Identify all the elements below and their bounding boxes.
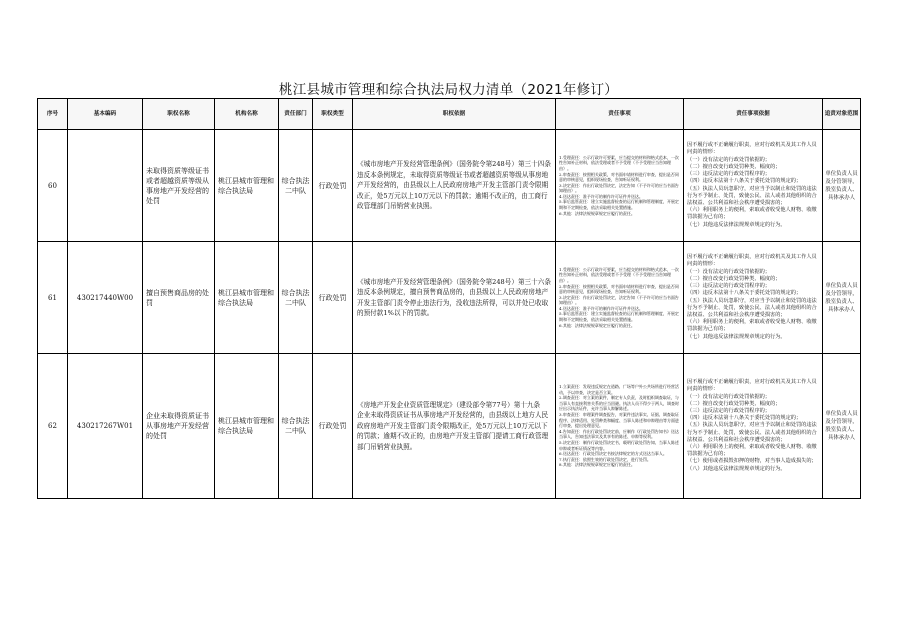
- cell-duty: 1.受理责任：公示行政许可要素，应当提交的材料和格式范本，一次性告知补正材料，依法受理或者不予受理（不予受理应当告知理由）。 2.审查责任：按照相关政策，对书面申请材料进行审查，提出是否同意的审核意见，组织现场检查，告知听证权利。 3.决定责任：作出行政处罚决定，法定告知（不予许可的应当书面告知理由）。 4.送达责任：准予许可的制作许可证件并送达。 5.事后监管责任：建立实施监督检查的运行机制和管理制度，开展定期和不定期检查，依法采取相关处置措施。 6.其他：法律法规规章规定应履行的责任。: [556, 130, 684, 242]
- cell-dept: 综合执法二中队: [279, 130, 313, 242]
- cell-org: 桃江县城市管理和综合执法局: [215, 354, 279, 499]
- power-list-table: [37, 98, 861, 499]
- cell-target: 单位负责人员及分管领导，股室负责人、具体承办人: [823, 354, 861, 499]
- cell-target: 单位负责人员及分管领导，股室负责人、具体承办人: [823, 130, 861, 242]
- page-title: 桃江县城市管理和综合执法局权力清单（2021年修订）: [278, 82, 619, 98]
- cell-type: 行政处罚: [313, 354, 353, 499]
- cell-duty-basis: 因不履行或不正确履行职责，应对行政机关及其工作人员问责的情形： （一）没有法定的行政处罚依据的； （二）擅自改变行政处罚种类、幅度的； （三）违反法定的行政处罚程序的； （四）违反本法第十八条关于委托处罚的规定的； （五）执法人员玩忽职守，对应当予以制止和处罚的违法行为不予制止、处罚，致使公民、法人或者其他组织的合法权益、公共利益和社会秩序遭受损害的； （六）利用职务上的便利，索取或者收受他人财物、收缴罚款据为己有的； （七）其他违反法律法规规章规定的行为。: [684, 130, 823, 242]
- cell-basis: 《城市房地产开发经营管理条例》（国务院令第248号）第三十六条 违反本条例规定，擅自预售商品房的，由县级以上人民政府房地产开发主管部门责令停止违法行为，没收违法所得，可以并处已收取的预付款1%以下的罚款。: [353, 242, 556, 354]
- table-row: [38, 354, 861, 499]
- cell-duty-basis: 因不履行或不正确履行职责，应对行政机关及其工作人员问责的情形： （一）没有法定的行政处罚依据的； （二）擅自改变行政处罚种类、幅度的； （三）违反法定的行政处罚程序的； （四）违反本法第十八条关于委托处罚的规定的； （五）执法人员玩忽职守，对应当予以制止和处罚的违法行为不予制止、处罚，致使公民、法人或者其他组织的合法权益、公共利益和社会秩序遭受损害的； （六）利用职务上的便利，索取或者收受他人财物、收缴罚款据为己有的； （七）其他违反法律法规规章规定的行为。: [684, 242, 823, 354]
- cell-code: 430217440W00: [68, 242, 143, 354]
- header-code: 基本编码: [68, 99, 143, 130]
- header-dept: 责任部门: [279, 99, 313, 130]
- header-org: 机构名称: [215, 99, 279, 130]
- header-duty: 责任事项: [556, 99, 684, 130]
- header-row: [38, 99, 861, 130]
- cell-name: 未取得资质等级证书或者超越资质等级从事房地产开发经营的处罚: [143, 130, 215, 242]
- cell-dept: 综合执法二中队: [279, 354, 313, 499]
- cell-code: 430217267W01: [68, 354, 143, 499]
- header-duty-basis: 责任事项依据: [684, 99, 823, 130]
- cell-duty-basis: 因不履行或不正确履行职责，应对行政机关及其工作人员问责的情形： （一）没有法定的行政处罚依据的； （二）擅自改变行政处罚种类、幅度的； （三）违反法定的行政处罚程序的； （四）违反本法第十八条关于委托处罚的规定的； （五）执法人员玩忽职守，对应当予以制止和处罚的违法行为不予制止、处罚，致使公民、法人或者其他组织的合法权益、公共利益和社会秩序遭受损害的； （六）利用职务上的便利，索取或者收受他人财物、收缴罚款据为己有的； （七）使用或者损毁扣押的财物，对当事人造成损失的； （八）其他违反法律法规规章规定的行为。: [684, 354, 823, 499]
- cell-name: 擅自预售商品房的处罚: [143, 242, 215, 354]
- header-basis: 职权依据: [353, 99, 556, 130]
- cell-seq: 62: [38, 354, 68, 499]
- header-target: 追责对象范围: [823, 99, 861, 130]
- cell-seq: 61: [38, 242, 68, 354]
- header-type: 职权类型: [313, 99, 353, 130]
- header-name: 职权名称: [143, 99, 215, 130]
- cell-type: 行政处罚: [313, 242, 353, 354]
- cell-basis: 《房地产开发企业资质管理规定》（建设部令第77号）第十九条 企业未取得资质证书从事房地产开发经营的，由县级以上地方人民政府房地产开发主管部门责令限期改正，处5万元以上10万元以下的罚款；逾期不改正的，由房地产开发主管部门提请工商行政管理部门吊销营业执照。: [353, 354, 556, 499]
- cell-code: [68, 130, 143, 242]
- cell-name: 企业未取得资质证书从事房地产开发经营的处罚: [143, 354, 215, 499]
- table-row: [38, 130, 861, 242]
- cell-dept: 综合执法二中队: [279, 242, 313, 354]
- cell-duty: 1.立案责任：发现违反规定在道路、广场等户外公共场所进行经营活动，予以审查，决定是否立案。 2.调查责任：对立案的案件，制定专人负责，及时组织调查取证，与当事人有直接利害关系的应当回避。执法人员不得少于两人，调查时应出示执法证件，允许当事人辩解陈述。 3.审查责任：审理案件调查报告，对案件违法事实、证据、调查取证程序、法律适用、处罚种类和幅度、当事人陈述和申辩理由等方面进行审查，提出处理意见。 4.告知责任：作出行政处罚决定前，应制作《行政处罚告知书》送达当事人，告知违法事实及其享有的陈述、申辩等权利。 5.决定责任：制作行政处罚决定书，载明行政处罚告知、当事人陈述申辩或者听证情况等内容。 6.送达责任：行政处罚决定书按法律规定的方式送达当事人。 7.执行责任：依照生效的行政处罚决定，进行处罚。 8.其他：法律法规规章规定应履行的责任。: [556, 354, 684, 499]
- cell-duty: 1.受理责任：公示行政许可要素，应当提交的材料和格式范本，一次性告知补正材料，依法受理或者不予受理（不予受理应当告知理由）。 2.审查责任：按照相关政策，对书面申请材料进行审查，提出是否同意的审核意见，组织现场检查，告知听证权利。 3.决定责任：作出行政处罚决定，法定告知（不予许可的应当书面告知理由）。 4.送达责任：准予许可的制作许可证件并送达。 5.事后监管责任：建立实施监督检查的运行机制和管理制度，开展定期和不定期检查，依法采取相关处置措施。 6.其他：法律法规规章规定应履行的责任。: [556, 242, 684, 354]
- cell-org: 桃江县城市管理和综合执法局: [215, 242, 279, 354]
- table-row: [38, 242, 861, 354]
- cell-target: 单位负责人员及分管领导，股室负责人、具体承办人: [823, 242, 861, 354]
- cell-seq: 60: [38, 130, 68, 242]
- cell-type: 行政处罚: [313, 130, 353, 242]
- cell-org: 桃江县城市管理和综合执法局: [215, 130, 279, 242]
- header-seq: 序号: [38, 99, 68, 130]
- cell-basis: 《城市房地产开发经营管理条例》（国务院令第248号）第三十四条 违反本条例规定，未取得资质等级证书或者超越资质等级从事房地产开发经营的，由县级以上人民政府房地产开发主管部门责令限期改正，处5万元以上10万元以下的罚款；逾期不改正的，由工商行政管理部门吊销营业执照。: [353, 130, 556, 242]
